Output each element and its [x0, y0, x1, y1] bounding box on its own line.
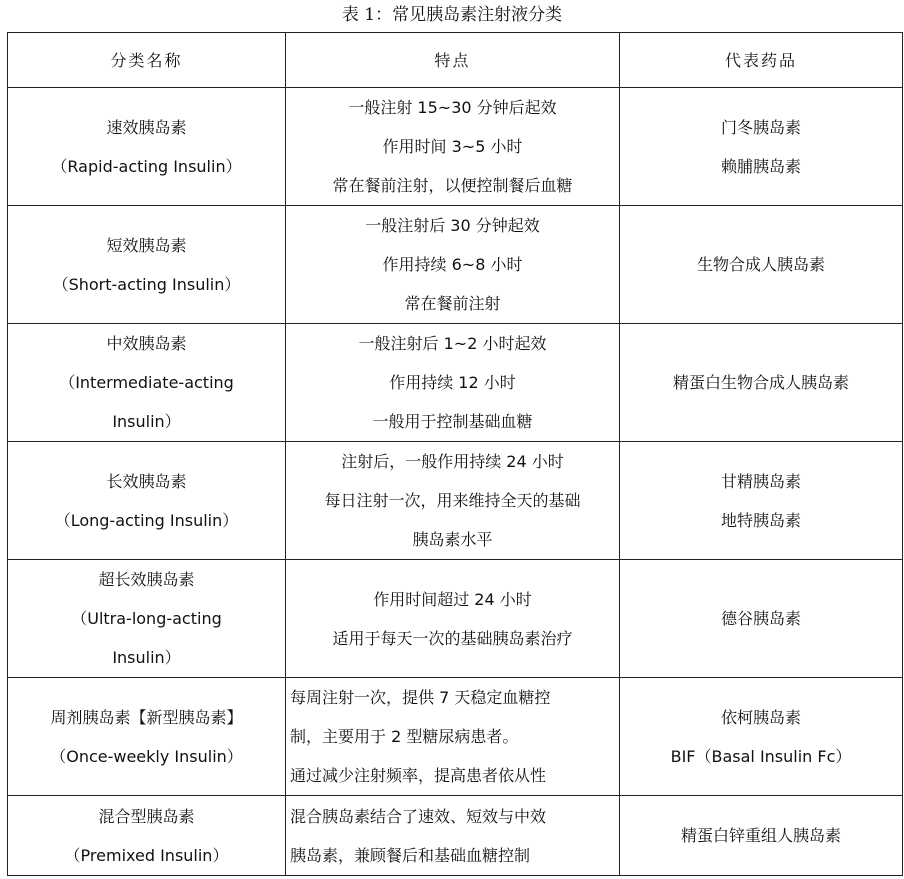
drug-name: 生物合成人胰岛素	[696, 255, 825, 274]
drugs-cell	[620, 88, 903, 206]
category-name-cn: 短效胰岛素	[106, 235, 187, 255]
drug-name: 精蛋白生物合成人胰岛素	[672, 373, 849, 392]
table-row	[8, 442, 903, 560]
features-cell	[286, 560, 620, 678]
table-row	[8, 560, 903, 678]
drug-name: 赖脯胰岛素	[720, 156, 801, 176]
category-name-en: Insulin）	[112, 648, 181, 667]
drugs-cell	[620, 206, 903, 324]
category-name-cell	[8, 206, 286, 324]
header-representative-drugs: 代表药品	[620, 33, 903, 88]
drugs-cell	[620, 442, 903, 560]
feature-line: 作用持续 6~8 小时	[382, 255, 523, 274]
feature-line: 每日注射一次，用来维持全天的基础	[324, 491, 581, 510]
drugs-cell	[620, 678, 903, 796]
drug-name: 依柯胰岛素	[720, 707, 801, 727]
feature-line: 注射后，一般作用持续 24 小时	[341, 452, 564, 471]
category-name-cell	[8, 442, 286, 560]
category-name-en: （Short-acting Insulin）	[52, 274, 241, 294]
feature-line: 混合胰岛素结合了速效、短效与中效	[290, 806, 547, 826]
category-name-cn: 速效胰岛素	[106, 117, 187, 137]
table-row	[8, 796, 903, 876]
header-category-name: 分类名称	[8, 33, 286, 88]
category-name-cell	[8, 324, 286, 442]
drug-name: 德谷胰岛素	[720, 609, 801, 628]
table-row	[8, 206, 903, 324]
category-name-cell	[8, 88, 286, 206]
drugs-cell	[620, 796, 903, 876]
category-name-en: （Premixed Insulin）	[64, 845, 229, 865]
drugs-cell	[620, 324, 903, 442]
category-name-cn: 周剂胰岛素【新型胰岛素】	[50, 707, 243, 727]
table-header-row	[8, 33, 903, 88]
table-row	[8, 88, 903, 206]
feature-line: 每周注射一次，提供 7 天稳定血糖控	[290, 688, 551, 707]
feature-line: 适用于每天一次的基础胰岛素治疗	[332, 628, 573, 648]
table-caption: 表 1：常见胰岛素注射液分类	[341, 5, 563, 25]
category-name-cell	[8, 796, 286, 876]
features-cell	[286, 324, 620, 442]
features-cell	[286, 442, 620, 560]
category-name-en: （Intermediate-acting	[59, 373, 234, 392]
category-name-cn: 超长效胰岛素	[98, 570, 195, 589]
features-cell	[286, 678, 620, 796]
drug-name: BIF（Basal Insulin Fc）	[670, 746, 852, 766]
category-name-cell	[8, 678, 286, 796]
feature-line: 作用时间 3~5 小时	[382, 137, 523, 156]
insulin-classification-table	[7, 32, 903, 876]
feature-line: 通过减少注射频率，提高患者依从性	[290, 766, 547, 785]
category-name-cn: 混合型胰岛素	[98, 806, 195, 826]
feature-line: 作用时间超过 24 小时	[373, 589, 532, 609]
feature-line: 胰岛素，兼顾餐后和基础血糖控制	[290, 845, 531, 865]
drug-name: 甘精胰岛素	[720, 471, 801, 491]
features-cell	[286, 206, 620, 324]
feature-line: 一般注射 15~30 分钟后起效	[348, 98, 557, 117]
category-name-en: （Once-weekly Insulin）	[50, 746, 243, 766]
drug-name: 门冬胰岛素	[720, 117, 801, 137]
table-row	[8, 324, 903, 442]
category-name-en: （Ultra-long-acting	[71, 609, 222, 628]
category-name-cn: 中效胰岛素	[106, 334, 187, 353]
features-cell	[286, 88, 620, 206]
category-name-en: （Rapid-acting Insulin）	[51, 156, 242, 176]
feature-line: 胰岛素水平	[412, 530, 493, 549]
category-name-cn: 长效胰岛素	[106, 471, 187, 491]
category-name-en: （Long-acting Insulin）	[54, 510, 239, 530]
table-row	[8, 678, 903, 796]
feature-line: 制，主要用于 2 型糖尿病患者。	[290, 727, 519, 746]
drugs-cell	[620, 560, 903, 678]
feature-line: 一般注射后 1~2 小时起效	[358, 334, 547, 353]
drug-name: 精蛋白锌重组人胰岛素	[680, 826, 841, 845]
category-name-en: Insulin）	[112, 412, 181, 431]
drug-name: 地特胰岛素	[720, 510, 801, 530]
feature-line: 常在餐前注射，以便控制餐后血糖	[332, 176, 573, 195]
feature-line: 一般用于控制基础血糖	[372, 412, 533, 431]
features-cell	[286, 796, 620, 876]
header-features: 特点	[286, 33, 620, 88]
feature-line: 一般注射后 30 分钟起效	[365, 216, 540, 235]
category-name-cell	[8, 560, 286, 678]
feature-line: 常在餐前注射	[404, 294, 501, 313]
feature-line: 作用持续 12 小时	[389, 373, 516, 392]
